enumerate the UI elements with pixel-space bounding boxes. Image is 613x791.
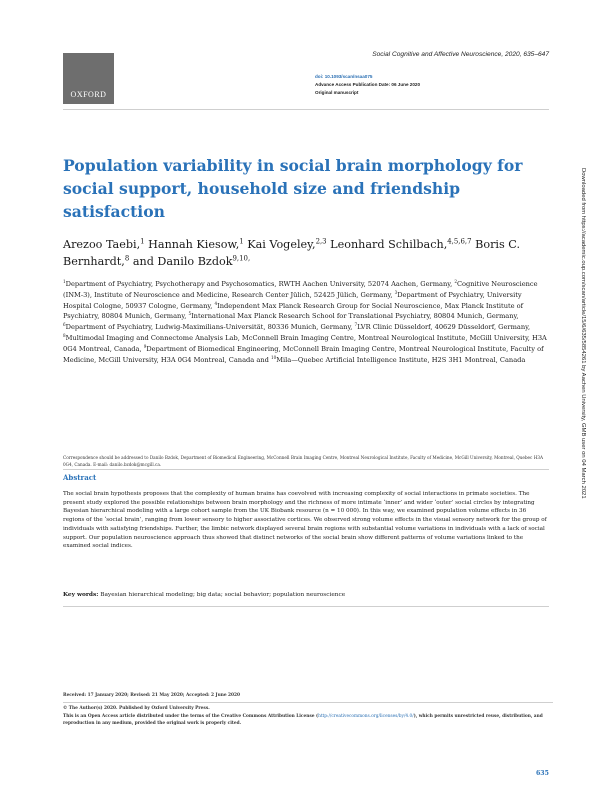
affiliation-number: 7 (354, 321, 358, 327)
license-text-end: ), which permits unrestricted reuse, distribution, and reproduction in any medium, provided the original work is properly cited. (63, 713, 543, 727)
author-affiliation-ref: 8 (124, 253, 130, 262)
license-text-start: This is an Open Access article distributed under the terms of the Creative Commons Attribution License ( (63, 713, 319, 719)
affiliation-number: 10 (270, 354, 277, 360)
author-affiliation-ref: 1 (239, 237, 244, 246)
author-name: and Danilo Bzdok (132, 254, 233, 268)
keywords (63, 592, 549, 598)
license-statement (63, 713, 553, 729)
affiliation-number: 4 (214, 300, 218, 306)
oxford-logo (63, 53, 114, 104)
author-name: Boris C. Bernhardt, (63, 238, 521, 268)
article-meta (315, 73, 420, 97)
footer-divider (63, 702, 553, 703)
page-number: 635 (536, 770, 549, 777)
abstract-top-divider (63, 469, 549, 470)
affiliation-number: 9 (143, 343, 147, 349)
author-affiliation-ref: 2,3 (315, 237, 327, 246)
affiliation-text: LVR Clinic Düsseldorf, 40629 Düsseldorf, Germany, (357, 323, 531, 332)
affiliation-number: 5 (188, 311, 192, 317)
affiliation-number: 6 (63, 321, 66, 327)
affiliation-text: Independent Max Planck Research Group for Social Neuroscience, Max Planck Institute of Psychiatry, 80804 Munich, Germany, (63, 301, 524, 321)
abstract-heading: Abstract (63, 473, 97, 482)
affiliation-list (63, 279, 551, 365)
affiliation-text: Multimodal Imaging and Connectome Analysis Lab, McConnell Brain Imaging Centre, Montreal Neurological Institute, McGill University, H3A 0G4 Montreal, Canada, (63, 333, 547, 353)
affiliation-text: Department of Biomedical Engineering, McConnell Brain Imaging Centre, Montreal Neurological Institute, Faculty of Medicine, McGill University, H3A 0G4 Montreal, Canada and (63, 344, 544, 364)
keywords-label: Key words: (63, 592, 99, 598)
affiliation-number: 1 (63, 278, 66, 284)
author-affiliation-ref: 4,5,6,7 (447, 237, 472, 246)
keywords-text: Bayesian hierarchical modeling; big data; social behavior; population neuroscience (100, 592, 346, 598)
affiliation-number: 8 (63, 332, 66, 338)
author-affiliation-ref: 1 (140, 237, 145, 246)
journal-citation: Social Cognitive and Affective Neuroscience, 2020, 635–647 (372, 51, 549, 58)
author-list (63, 237, 553, 270)
received-dates: Received: 17 January 2020; Revised: 21 May 2020; Accepted: 2 June 2020 (63, 693, 241, 698)
download-note: Downloaded from https://academic.oup.com/scan/article/15/6/635/5854261 by Aachen University, GMB user on 04 March 2021 (580, 168, 586, 499)
doi-link[interactable]: doi: 10.1093/scan/nsaa075 (315, 74, 373, 79)
logo-text: OXFORD (70, 90, 107, 99)
copyright-line: © The Author(s) 2020. Published by Oxford University Press. (63, 705, 210, 711)
manuscript-type: Original manuscript (315, 90, 359, 95)
advance-access-date: Advance Access Publication Date: 06 June 2020 (315, 82, 421, 87)
affiliation-text: Department of Psychiatry, University Hospital Cologne, 50937 Cologne, Germany, (63, 290, 522, 310)
affiliation-text: Cognitive Neuroscience (INM-3), Institute of Neuroscience and Medicine, Research Center Jülich, 52425 Jülich, Germany, (63, 280, 538, 299)
author-name: Hannah Kiesow, (148, 238, 240, 251)
correspondence-note: Correspondence should be addressed to Danilo Bzdok, Department of Biomedical Engineering, McConnell Brain Imaging Centre, Montreal Neurological Institute, Faculty of Medicine, McGill University, Montreal, Quebec H3A 0G4, Canada. E-mail: danilo.bzdok@mcgill.ca. (63, 455, 544, 467)
article-footer (63, 692, 553, 728)
affiliation-text: Mila—Quebec Artificial Intelligence Institute, H2S 3H1 Montreal, Canada (276, 355, 526, 364)
affiliation-text: Department of Psychiatry, Psychotherapy and Psychosomatics, RWTH Aachen University, 52074 Aachen, Germany, (65, 280, 455, 288)
author-name: Arezoo Taebi, (63, 238, 141, 251)
header-divider (63, 109, 549, 110)
affiliation-number: 2 (454, 278, 457, 284)
affiliation-text: International Max Planck Research School for Translational Psychiatry, 80804 Munich, Germany, (191, 312, 519, 321)
author-affiliation-ref: 9,10, (232, 253, 251, 262)
author-name: Kai Vogeley, (247, 238, 316, 251)
abstract-text: The social brain hypothesis proposes that the complexity of human brains has coevolved with increasing complexity of social interactions in primate societies. The present study explored the possible relationships between brain morphology and the richness of more intimate ‘inner’ and wider ‘outer’ social circles by integrating Bayesian hierarchical modeling with a large cohort sample from the UK Biobank resource (n = 10 000). In this way, we examined population volume effects in 36 regions of the ‘social brain’, ranging from lower sensory to higher associative cortices. We observed strong volume effects in the visual sensory network for the group of individuals with satisfying friendships. Further, the limbic network displayed several brain regions with substantial volume variations in individuals with a lack of social support. Our population neuroscience approach thus showed that distinct networks of the social brain show different patterns of volume variations linked to the examined social indices. (63, 491, 547, 550)
affiliation-text: Department of Psychiatry, Ludwig-Maximilians-Universität, 80336 Munich, Germany, (65, 323, 355, 332)
affiliation-number: 3 (394, 289, 398, 295)
download-watermark (580, 168, 590, 676)
license-link[interactable]: http://creativecommons.org/licenses/by/4.0/ (318, 713, 414, 719)
author-name: Leonhard Schilbach, (330, 238, 448, 251)
article-title: Population variability in social brain morphology for social support, household size and friendship satisfaction (63, 156, 523, 221)
abstract-bottom-divider (63, 606, 549, 607)
